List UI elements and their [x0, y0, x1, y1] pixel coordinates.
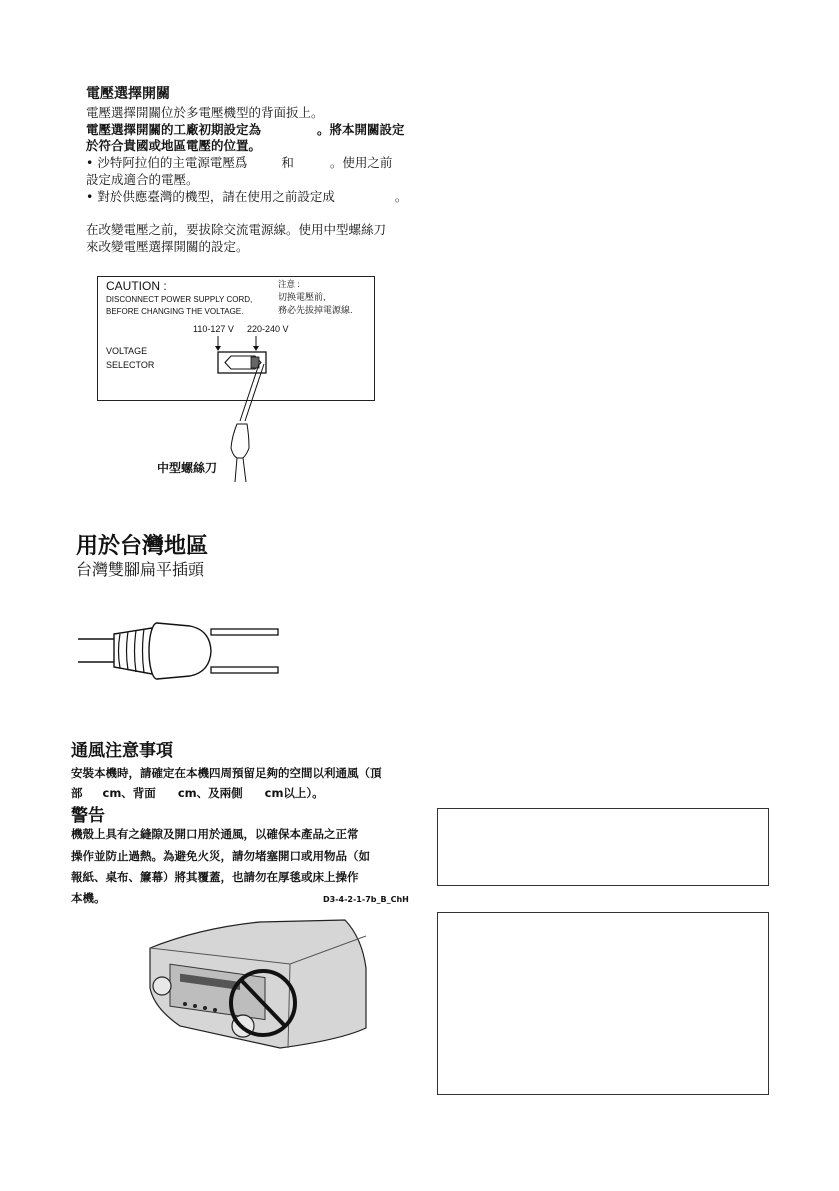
voltage-selector-title: 電壓選擇開關 — [86, 86, 170, 102]
voltage-default-text-end: 。將本開關設定 — [317, 122, 405, 137]
screwdriver-label: 中型螺絲刀 — [157, 461, 218, 475]
voltage-selector-diagram — [97, 276, 377, 486]
taiwan-voltage-end: 。 — [394, 189, 408, 204]
ventilation-text-line — [71, 784, 324, 803]
ventilation-end: cm以上）。 — [264, 786, 324, 800]
taiwan-section-subtitle: 台灣雙腳扁平插頭 — [76, 560, 205, 579]
voltage-default-text: 電壓選擇開關的工廠初期設定為 — [86, 122, 262, 137]
voltage-text-line — [86, 188, 407, 205]
voltage-text-line — [86, 121, 405, 138]
warning-text-line: 機殼上具有之縫隙及開口用於通風，以確保本產品之正常 — [71, 827, 359, 841]
ventilation-section-title: 通風注意事項 — [71, 741, 173, 761]
voltage-220-label: 220-240 V — [247, 324, 289, 334]
voltage-text-line — [86, 154, 392, 171]
taiwan-voltage-text: • 對於供應臺灣的機型，請在使用之前設定成 — [86, 189, 335, 204]
ventilation-top: 部 — [71, 786, 83, 800]
ventilation-rear: cm、背面 — [102, 786, 156, 800]
saudi-voltage-and: 和 — [281, 155, 294, 170]
warning-text-line: 報紙、桌布、簾幕）將其覆蓋，也請勿在厚毯或床上操作 — [71, 870, 359, 884]
selector-label: SELECTOR — [106, 360, 155, 370]
caution-before: BEFORE CHANGING THE VOLTAGE. — [106, 307, 244, 316]
saudi-voltage-text: • 沙特阿拉伯的主電源電壓爲 — [86, 155, 248, 170]
notice-box-bottom — [437, 912, 769, 1095]
caution-zh-line: 務必先拔掉電源線. — [278, 305, 353, 315]
voltage-text-line: 於符合貴國或地區電壓的位置。 — [86, 138, 262, 153]
ventilation-text-line: 安裝本機時，請確定在本機四周預留足夠的空間以利通風（頂 — [71, 766, 382, 780]
voltage-text-line: 在改變電壓之前，要拔除交流電源線。使用中型螺絲刀 — [86, 222, 387, 237]
voltage-label: VOLTAGE — [106, 346, 148, 356]
caution-zh-heading: 注意 : — [278, 279, 300, 289]
ventilation-sides: cm、及兩側 — [177, 786, 243, 800]
taiwan-section-title: 用於台灣地區 — [76, 534, 209, 559]
caution-zh-line: 切换電壓前, — [278, 292, 326, 302]
plug-icon — [70, 610, 285, 695]
notice-box-top — [437, 808, 769, 886]
voltage-110-label: 110-127 V — [193, 324, 234, 334]
covered-receiver-illustration — [140, 908, 370, 1058]
voltage-text-line: 電壓選擇開關位於多電壓機型的背面扳上。 — [86, 105, 324, 120]
warning-text-line: 操作並防止過熱。為避免火災，請勿堵塞開口或用物品（如 — [71, 849, 370, 863]
receiver-icon — [140, 908, 370, 1058]
voltage-text-line: 來改變電壓選擇開關的設定。 — [86, 239, 249, 254]
warning-section-title: 警告 — [71, 806, 105, 826]
saudi-voltage-end: 。使用之前 — [329, 155, 393, 170]
warning-text-line: 本機。 — [71, 891, 106, 905]
caution-heading: CAUTION : — [106, 279, 167, 293]
caution-disconnect: DISCONNECT POWER SUPPLY CORD, — [106, 295, 253, 304]
flat-plug-illustration — [70, 610, 285, 695]
document-code: D3-4-2-1-7b_B_ChH — [323, 895, 409, 904]
voltage-selector-illustration — [97, 276, 377, 486]
voltage-text-line: 設定成適合的電壓。 — [86, 172, 199, 187]
